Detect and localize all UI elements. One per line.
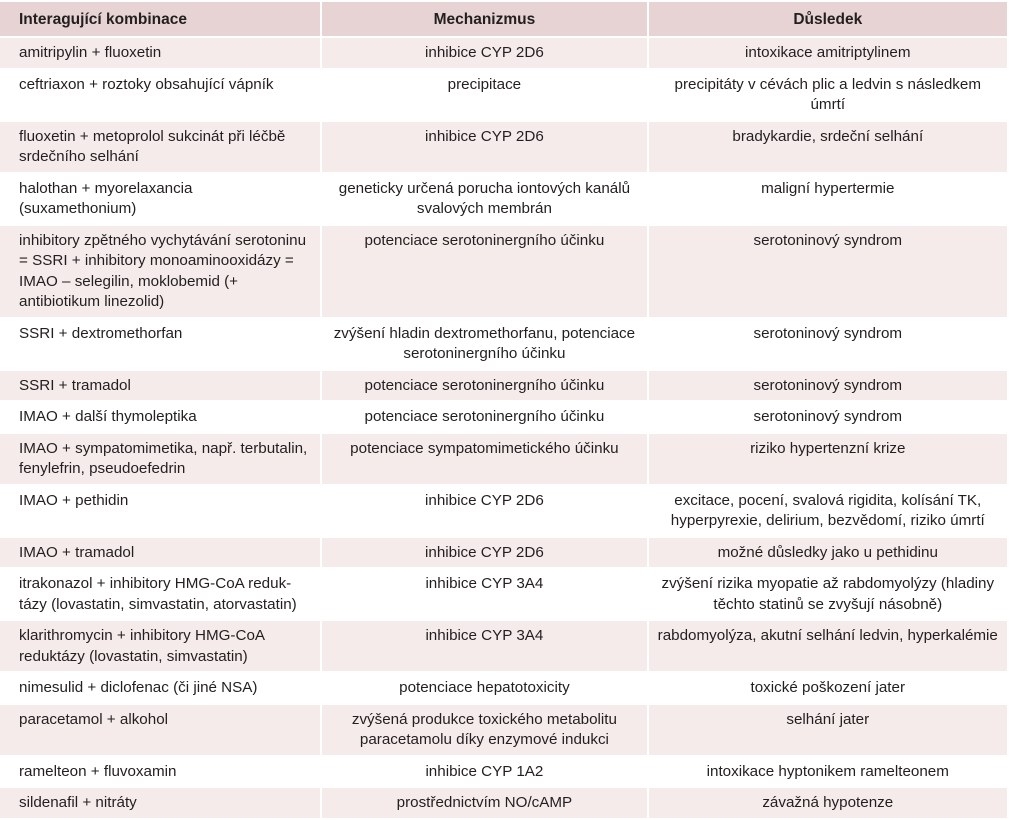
combination-cell: SSRI + tramadol	[0, 371, 320, 401]
mechanism-cell: inhibice CYP 2D6	[322, 486, 646, 536]
table-row	[0, 38, 1007, 68]
consequence-cell: riziko hypertenzní krize	[649, 434, 1007, 484]
mechanism-cell: inhibice CYP 2D6	[322, 538, 646, 568]
combination-cell: itrakonazol + inhibitory HMG-CoA reduk-tázy (lovastatin, simvastatin, atorvastatin)	[0, 569, 320, 619]
consequence-cell: serotoninový syndrom	[649, 226, 1007, 317]
header-consequence: Důsledek	[649, 2, 1007, 36]
mechanism-cell: potenciace serotoninergního účinku	[322, 371, 646, 401]
consequence-cell: excitace, pocení, svalová rigidita, kolísání TK, hyperpyrexie, delirium, bezvědomí, riziko úmrtí	[649, 486, 1007, 536]
combination-cell: SSRI + dextromethorfan	[0, 319, 320, 369]
table-row	[0, 122, 1007, 172]
combination-cell: IMAO + tramadol	[0, 538, 320, 568]
consequence-cell: serotoninový syndrom	[649, 371, 1007, 401]
table-row	[0, 226, 1007, 317]
table-row	[0, 705, 1007, 755]
table-row	[0, 174, 1007, 224]
combination-cell: fluoxetin + metoprolol sukcinát při léčbě srdečního selhání	[0, 122, 320, 172]
consequence-cell: toxické poškození jater	[649, 673, 1007, 703]
mechanism-cell: potenciace serotoninergního účinku	[322, 402, 646, 432]
consequence-cell: precipitáty v cévách plic a ledvin s následkem úmrtí	[649, 70, 1007, 120]
combination-cell: ramelteon + fluvoxamin	[0, 757, 320, 787]
consequence-cell: intoxikace amitriptylinem	[649, 38, 1007, 68]
mechanism-cell: potenciace serotoninergního účinku	[322, 226, 646, 317]
mechanism-cell: geneticky určená porucha iontových kanálů svalových membrán	[322, 174, 646, 224]
table-row	[0, 70, 1007, 120]
table-row	[0, 486, 1007, 536]
consequence-cell: maligní hypertermie	[649, 174, 1007, 224]
consequence-cell: intoxikace hyptonikem ramelteonem	[649, 757, 1007, 787]
table-body	[0, 38, 1007, 818]
consequence-cell: zvýšení rizika myopatie až rabdomyolýzy (hladiny těchto statinů se zvyšují násobně)	[649, 569, 1007, 619]
combination-cell: inhibitory zpětného vychytávání serotoninu = SSRI + inhibitory monoaminooxidázy = IMAO – selegilin, moklobemid (+ antibiotikum linezolid)	[0, 226, 320, 317]
mechanism-cell: inhibice CYP 3A4	[322, 569, 646, 619]
table-row	[0, 402, 1007, 432]
consequence-cell: možné důsledky jako u pethidinu	[649, 538, 1007, 568]
consequence-cell: bradykardie, srdeční selhání	[649, 122, 1007, 172]
header-mechanism: Mechanizmus	[322, 2, 646, 36]
mechanism-cell: inhibice CYP 3A4	[322, 621, 646, 671]
table-row	[0, 319, 1007, 369]
mechanism-cell: potenciace hepatotoxicity	[322, 673, 646, 703]
table-row	[0, 757, 1007, 787]
combination-cell: halothan + myorelaxancia (suxamethonium)	[0, 174, 320, 224]
mechanism-cell: inhibice CYP 2D6	[322, 122, 646, 172]
table-row	[0, 569, 1007, 619]
mechanism-cell: potenciace sympatomimetického účinku	[322, 434, 646, 484]
mechanism-cell: precipitace	[322, 70, 646, 120]
consequence-cell: serotoninový syndrom	[649, 319, 1007, 369]
table-row	[0, 673, 1007, 703]
table-row	[0, 621, 1007, 671]
table-row	[0, 371, 1007, 401]
combination-cell: nimesulid + diclofenac (či jiné NSA)	[0, 673, 320, 703]
table-row	[0, 788, 1007, 818]
mechanism-cell: prostřednictvím NO/cAMP	[322, 788, 646, 818]
header-combination: Interagující kombinace	[0, 2, 320, 36]
consequence-cell: rabdomyolýza, akutní selhání ledvin, hyperkalémie	[649, 621, 1007, 671]
mechanism-cell: zvýšená produkce toxického metabolitu paracetamolu díky enzymové indukci	[322, 705, 646, 755]
combination-cell: IMAO + další thymoleptika	[0, 402, 320, 432]
mechanism-cell: inhibice CYP 1A2	[322, 757, 646, 787]
combination-cell: klarithromycin + inhibitory HMG-CoA reduktázy (lovastatin, simvastatin)	[0, 621, 320, 671]
table-row	[0, 434, 1007, 484]
consequence-cell: závažná hypotenze	[649, 788, 1007, 818]
combination-cell: ceftriaxon + roztoky obsahující vápník	[0, 70, 320, 120]
combination-cell: paracetamol + alkohol	[0, 705, 320, 755]
consequence-cell: selhání jater	[649, 705, 1007, 755]
mechanism-cell: inhibice CYP 2D6	[322, 38, 646, 68]
combination-cell: sildenafil + nitráty	[0, 788, 320, 818]
consequence-cell: serotoninový syndrom	[649, 402, 1007, 432]
table-row	[0, 538, 1007, 568]
combination-cell: IMAO + pethidin	[0, 486, 320, 536]
combination-cell: IMAO + sympatomimetika, např. terbutalin, fenylefrin, pseudoefedrin	[0, 434, 320, 484]
table-header-row	[0, 2, 1007, 36]
combination-cell: amitripylin + fluoxetin	[0, 38, 320, 68]
mechanism-cell: zvýšení hladin dextromethorfanu, potenciace serotoninergního účinku	[322, 319, 646, 369]
